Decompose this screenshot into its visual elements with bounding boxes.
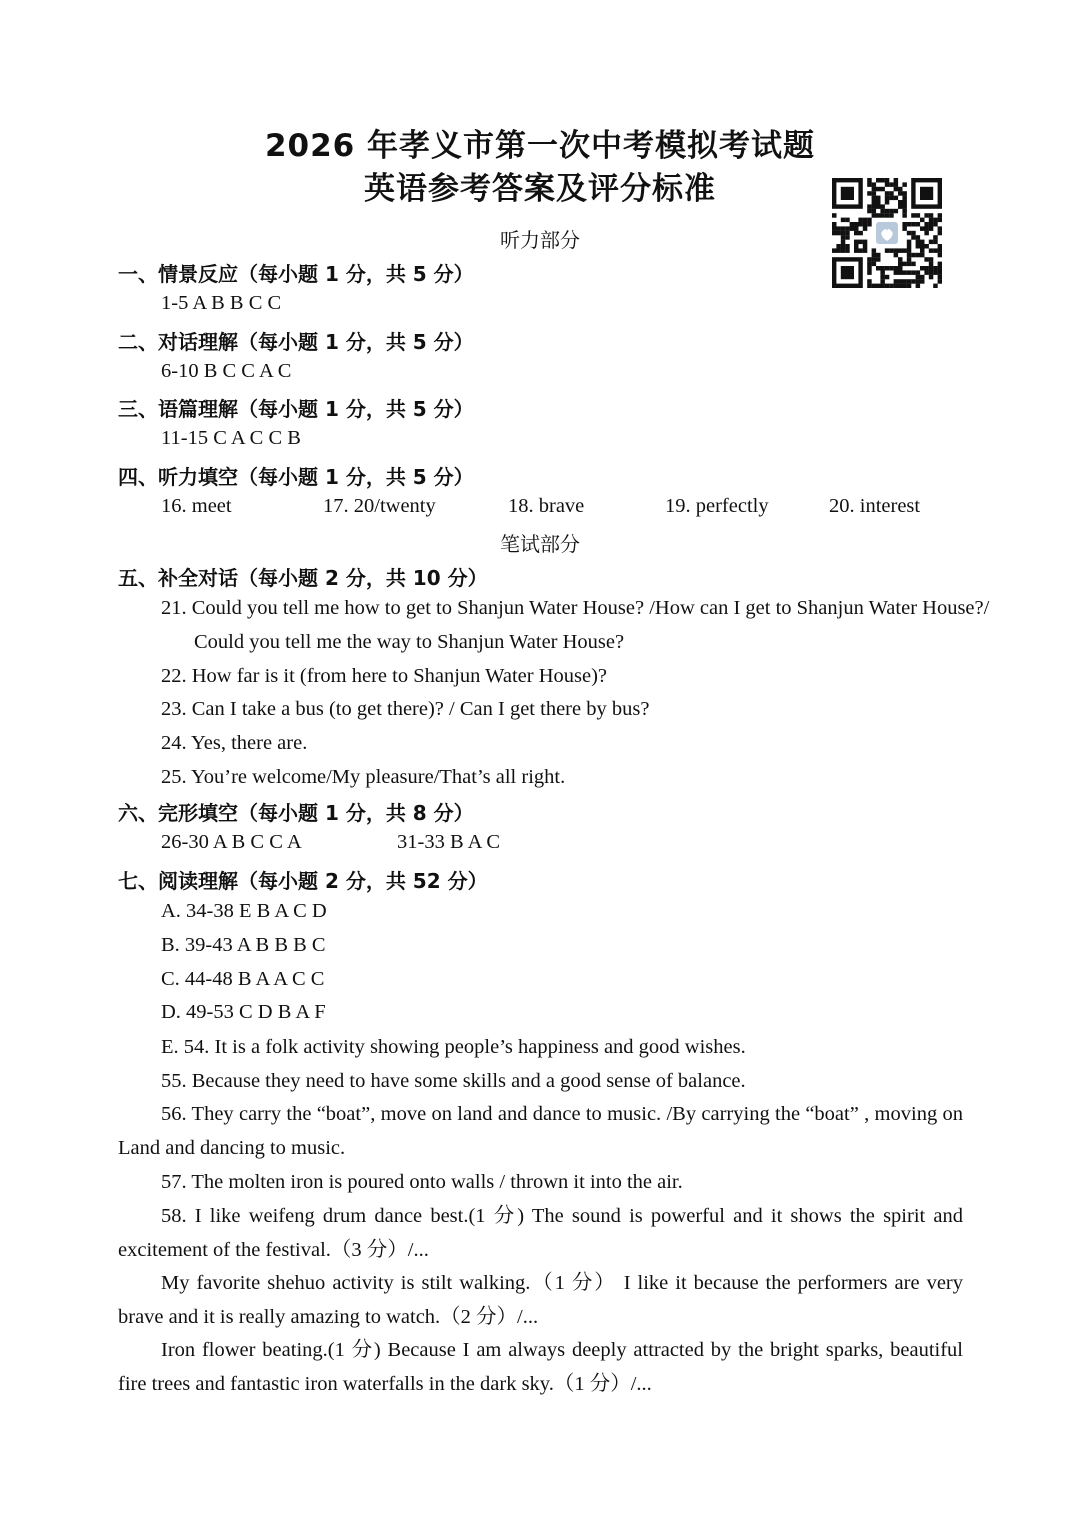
answer-21: 21. Could you tell me how to get to Shanjun Water House? /How can I get to Shanjun Water House?/ Could you tell me the way to Shanjun Water House? [161, 597, 990, 653]
section-4-item: 20. interest [829, 495, 921, 517]
answer-57: 57. The molten iron is poured onto walls / thrown it into the air. [161, 1171, 683, 1193]
section-4-item: 18. brave [508, 495, 585, 517]
writing-part-title: 笔试部分 [500, 532, 580, 556]
reading-answers-b: B. 39-43 A B B B C [161, 934, 326, 956]
section-1-answers: 1-5 A B B C C [161, 292, 282, 314]
section-4-item: 19. perfectly [665, 495, 769, 517]
answer-55: 55. Because they need to have some skills and a good sense of balance. [161, 1070, 746, 1092]
reading-answers-d: D. 49-53 C D B A F [161, 1001, 326, 1023]
answer-54: E. 54. It is a folk activity showing people’s happiness and good wishes. [161, 1036, 746, 1058]
reading-answers-c: C. 44-48 B A A C C [161, 968, 325, 990]
section-1-heading: 一、情景反应（每小题 1 分，共 5 分） [118, 262, 474, 286]
answer-23: 23. Can I take a bus (to get there)? / Can I get there by bus? [161, 698, 650, 720]
answer-58-option-3: Iron flower beating.(1 分) Because I am always deeply attracted by the bright sparks, beautiful fire trees and fantastic iron waterfalls in the dark sky.（1 分）/... [118, 1339, 963, 1395]
section-2-heading: 二、对话理解（每小题 1 分，共 5 分） [118, 330, 474, 354]
reading-answers-a: A. 34-38 E B A C D [161, 900, 327, 922]
answer-25: 25. You’re welcome/My pleasure/That’s all right. [161, 766, 566, 788]
section-5-heading: 五、补全对话（每小题 2 分，共 10 分） [118, 566, 488, 590]
section-3-answers: 11-15 C A C C B [161, 427, 301, 449]
answer-24: 24. Yes, there are. [161, 732, 308, 754]
answer-22: 22. How far is it (from here to Shanjun Water House)? [161, 665, 608, 687]
answer-56: 56. They carry the “boat”, move on land and dance to music. /By carrying the “boat” , moving on Land and dancing to music. [118, 1103, 963, 1159]
section-3-heading: 三、语篇理解（每小题 1 分，共 5 分） [118, 397, 474, 421]
listening-part-title: 听力部分 [500, 228, 580, 252]
title-line-1: 2026 年孝义市第一次中考模拟考试题 [264, 128, 816, 164]
section-4-item: 16. meet [161, 495, 232, 517]
section-6-heading: 六、完形填空（每小题 1 分，共 8 分） [118, 801, 474, 825]
title-line-2: 英语参考答案及评分标准 [364, 171, 716, 207]
answer-58-option-1: 58. I like weifeng drum dance best.(1 分) The sound is powerful and it shows the spirit and excitement of the festival.（3 分）/... [118, 1205, 963, 1261]
section-6-answers-a: 26-30 A B C C A [161, 831, 302, 853]
section-4-heading: 四、听力填空（每小题 1 分，共 5 分） [118, 465, 474, 489]
section-4-item: 17. 20/twenty [323, 495, 436, 517]
section-2-answers: 6-10 B C C A C [161, 360, 292, 382]
answer-58-option-2: My favorite shehuo activity is stilt walking.（1 分） I like it because the performers are very brave and it is really amazing to watch.（2 分）/... [118, 1272, 963, 1328]
section-7-heading: 七、阅读理解（每小题 2 分，共 52 分） [118, 869, 488, 893]
section-6-answers-b: 31-33 B A C [397, 831, 501, 853]
